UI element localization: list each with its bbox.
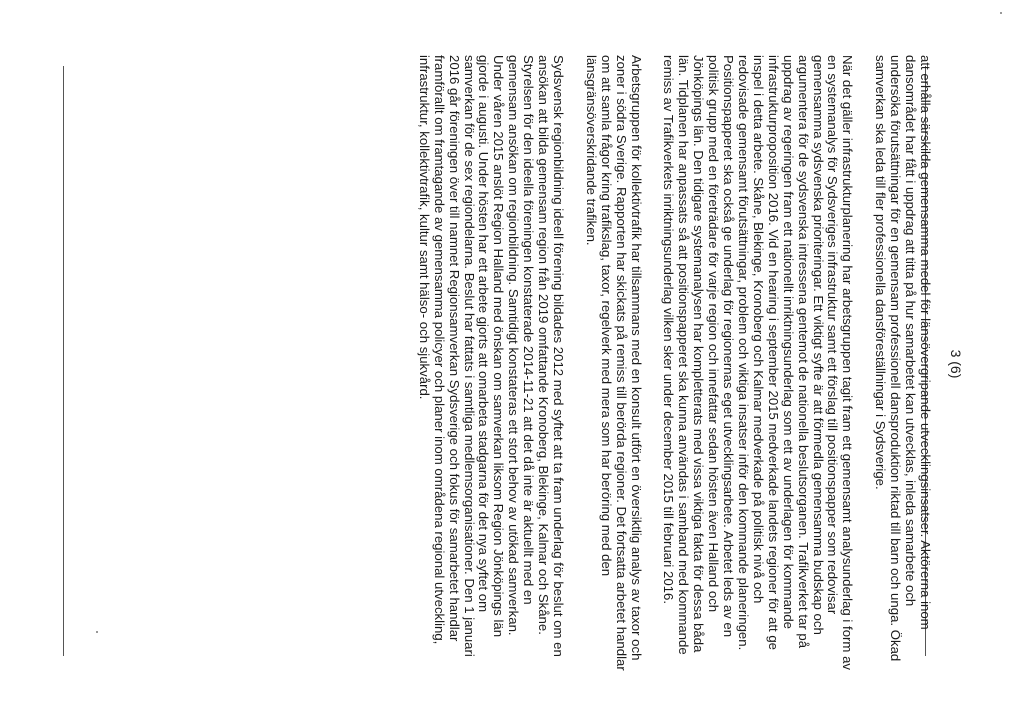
body-text bbox=[398, 55, 932, 671]
paragraph-regional-formation: Sydsvensk regionbildning ideell förening bildades 2012 med syftet att ta fram underlag för beslut om en ansökan att bilda gemensam region från 2019 omfattande Kronoberg, Blekinge, Kalmar och Skåne. Styrelsen för den ideella föreningen konstaterade 2014-11-21 att det då inte är aktuellt med en gemensam ansökan om regionbildning. Samtidigt konstateras ett stort behov av utökad samverkan. Under våren 2015 anslöt Region Halland med önskan om samverkan liksom Region Jönköpings län gjorde i augusti. Under hösten har ett arbete gjorts att omarbeta stadgarna för det nya syftet om samverkan för de sex regiondelarna. Beslut har fattats i samtliga medlemsorganisationer. Den 1 januari 2016 går föreningen över till namnet Regionsamverkan Sydsverige och fokus för samarbetet handlar framförallt om framtagande av gemensamma policyer och planer inom områdena regional utveckling, infrastruktur, kollektivtrafik, kultur samt hälso- och sjukvård. bbox=[416, 55, 566, 657]
scan-speck bbox=[1000, 12, 1002, 14]
footer-rule bbox=[63, 66, 64, 656]
paragraph-dance-cooperation: att erhålla särskilda gemensamma medel för länsövergripande utvecklingsinsatser. Aktörerna inom dansområdet har fått i uppdrag att titta på hur samarbetet kan utvecklas, inleda samarbete och undersöka förutsättningar för en gemensam professionell dansproduktion riktad till barn och unga. Ökad samverkan ska leda till fler professionella dansföreställningar i Sydsverige. bbox=[873, 55, 933, 662]
paragraph-public-transport: Arbetsgruppen för kollektivtrafik har tillsammans med en konsult utfört en översiktlig analys av taxor och zoner i södra Sverige. Rapporten har skickats på remiss till berörda regioner. Det fortsatta arbetet handlar om att samla frågor kring trafikslag, taxor, regelverk med mera som har beröring med den länsgränsöverskridande trafiken. bbox=[583, 55, 644, 671]
paragraph-infrastructure-planning: När det gäller infrastrukturplanering har arbetsgruppen tagit fram ett gemensamt analysunderlag i form av en systemanalys för Sydsveriges infrastruktur samt ett förslag till positionspapper som redovisar gemensamma sydsvenska prioriteringar. Ett viktigt syfte är att förmedla gemensamma budskap och argumentera för de sydsvenska intressena gentemot de nationella beslutsorganen. Trafikverket tar på uppdrag av regeringen fram ett nationellt inriktningsunderlag som ett av underlagen för kommande infrastrukturproposition 2016. Vid en hearing i september 2015 medverkade landets regioner för att ge inspel i detta arbete. Skåne, Blekinge, Kronoberg och Kalmar medverkade på politisk nivå och redovisade gemensamt förutsättningar, problem och viktiga insatser inför den kommande planeringen. Positionspapperet ska också ge underlag för regionernas eget utvecklingsarbete. Arbetet leds av en politisk grupp med en företrädare för varje region och innefattar sedan hösten även Halland och Jönköpings län. Den tidigare systemanalysen har kompletterats med vissa viktiga fakta för dessa båda län. Tidplanen har anpassats så att positionspapperet ska kunna användas i samband med kommande remiss av Trafikverkets inriktningsunderlag vilken sker under december 2015 till februari 2016. bbox=[661, 55, 856, 670]
scan-speck bbox=[96, 631, 98, 633]
page-number: 3 (6) bbox=[948, 349, 964, 379]
